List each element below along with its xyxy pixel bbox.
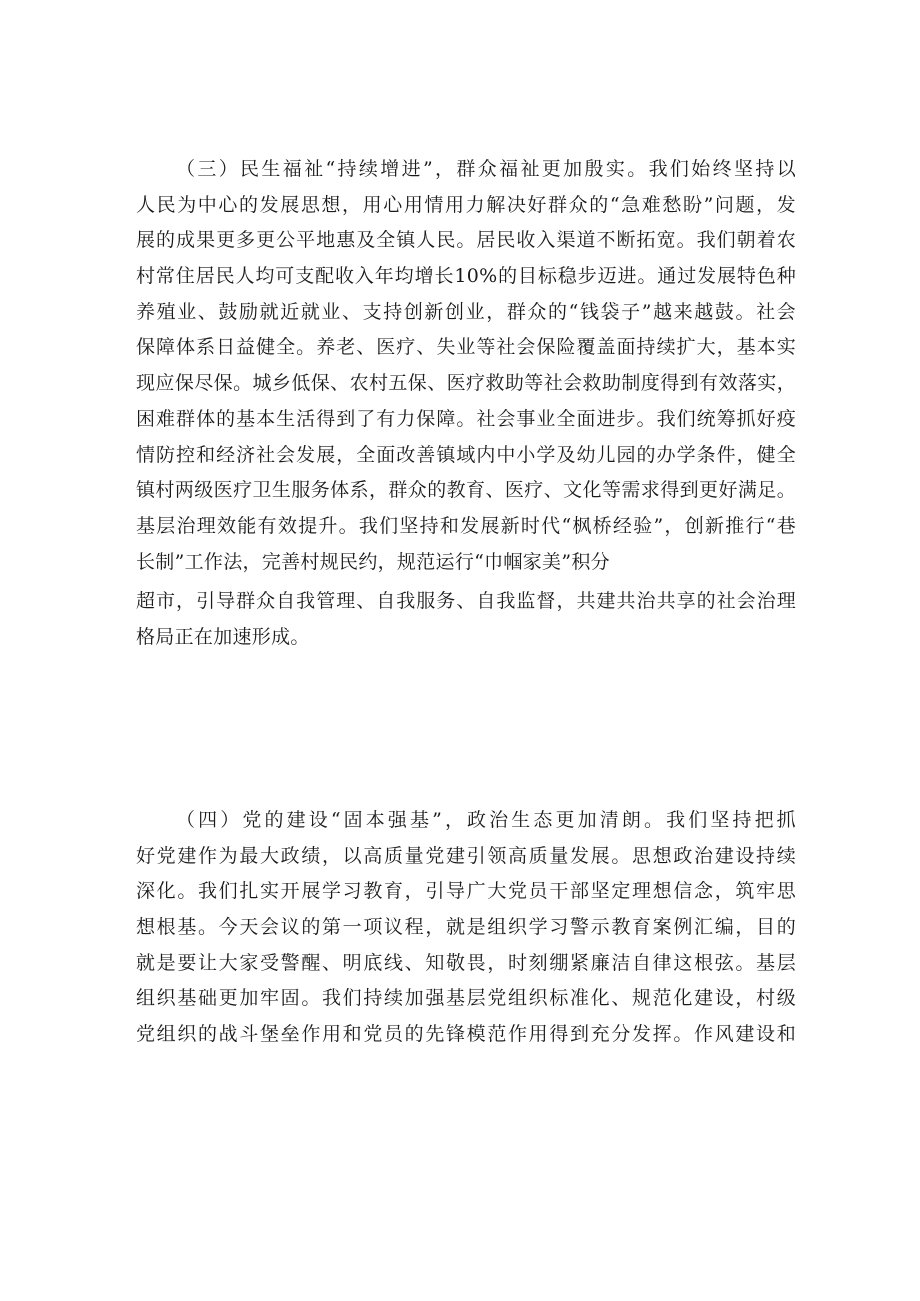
text-line: 情防控和经济社会发展，全面改善镇域内中小学及幼儿园的办学条件，健全 <box>136 443 796 466</box>
text-line: 格局正在加速形成。 <box>136 625 310 648</box>
text-line: 展的成果更多更公平地惠及全镇人民。居民收入渠道不断拓宽。我们朝着农 <box>136 229 796 252</box>
text-line: 困难群体的基本生活得到了有力保障。社会事业全面进步。我们统筹抓好疫 <box>136 407 796 430</box>
text-line: 镇村两级医疗卫生服务体系，群众的教育、医疗、文化等需求得到更好满足。 <box>136 479 796 502</box>
text-line: 人民为中心的发展思想，用心用情用力解决好群众的“急难愁盼”问题，发 <box>136 193 796 216</box>
text-line: 深化。我们扎实开展学习教育，引导广大党员干部坚定理想信念，筑牢思 <box>136 880 796 903</box>
text-line: 保障体系日益健全。养老、医疗、失业等社会保险覆盖面持续扩大，基本实 <box>136 336 796 359</box>
text-line: 党组织的战斗堡垒作用和党员的先锋模范作用得到充分发挥。作风建设和 <box>136 1023 796 1046</box>
text-line: 超市，引导群众自我管理、自我服务、自我监督，共建共治共享的社会治理 <box>136 590 796 613</box>
text-line: 长制”工作法，完善村规民约，规范运行“巾帼家美”积分 <box>136 550 610 573</box>
text-line: 现应保尽保。城乡低保、农村五保、医疗救助等社会救助制度得到有效落实， <box>136 372 796 395</box>
text-line: 组织基础更加牢固。我们持续加强基层党组织标准化、规范化建设，村级 <box>136 987 796 1010</box>
paragraph-section-3 <box>136 152 796 656</box>
text-line: （三）民生福祉“持续增进”，群众福祉更加殷实。我们始终坚持以 <box>176 158 796 180</box>
paragraph-section-4 <box>136 803 796 1053</box>
text-line: 村常住居民人均可支配收入年均增长10%的目标稳步迈进。通过发展特色种 <box>136 265 796 288</box>
text-line: （四）党的建设“固本强基”，政治生态更加清朗。我们坚持把抓 <box>176 809 796 831</box>
text-line: 养殖业、鼓励就近就业、支持创新创业，群众的“钱袋子”越来越鼓。社会 <box>136 300 796 323</box>
text-line: 想根基。今天会议的第一项议程，就是组织学习警示教育案例汇编，目的 <box>136 916 796 939</box>
text-line: 就是要让大家受警醒、明底线、知敬畏，时刻绷紧廉洁自律这根弦。基层 <box>136 951 796 974</box>
text-line: 好党建作为最大政绩，以高质量党建引领高质量发展。思想政治建设持续 <box>136 844 796 867</box>
text-line: 基层治理效能有效提升。我们坚持和发展新时代“枫桥经验”，创新推行“巷 <box>136 514 796 537</box>
